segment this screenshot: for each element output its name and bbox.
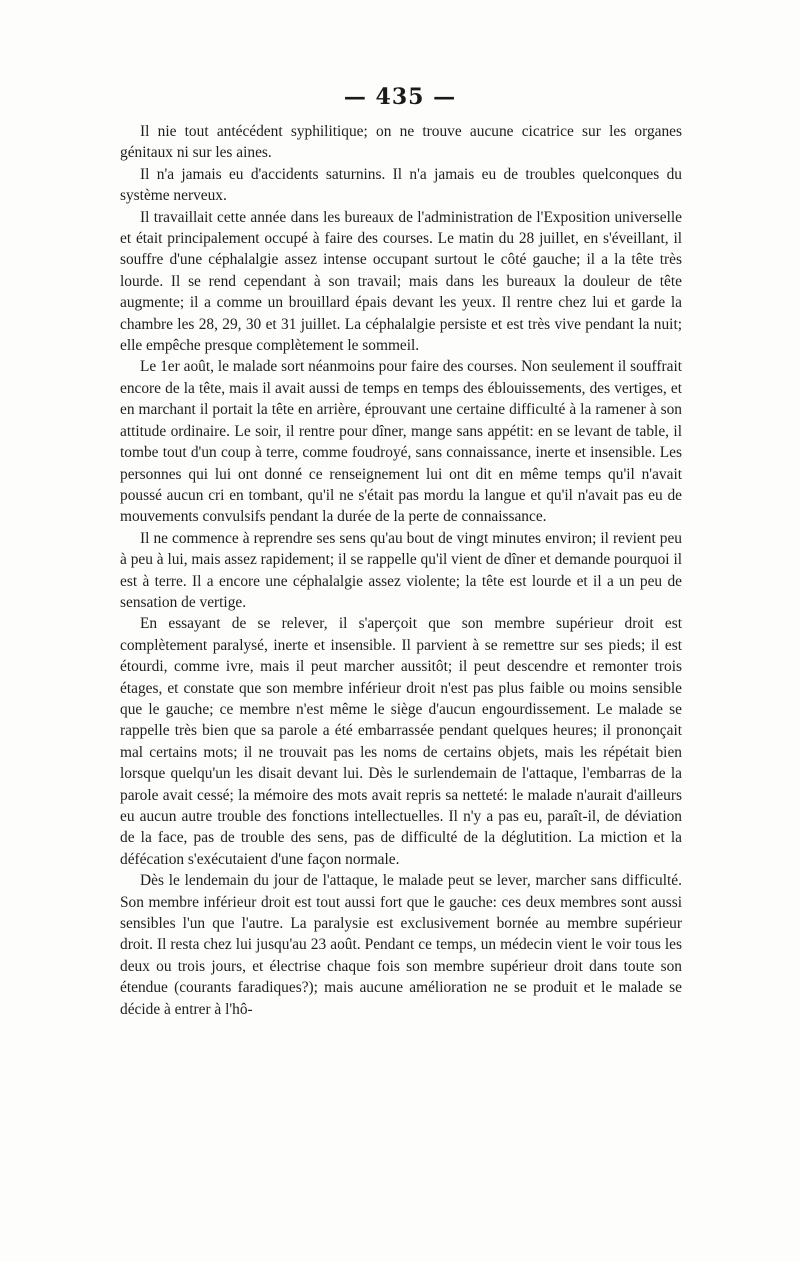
paragraph-antecedents: Il nie tout antécédent syphilitique; on ne trouve aucune cicatrice sur les organes génitaux ni sur les aines. [120, 123, 682, 162]
page-number: — 435 — [343, 84, 457, 110]
body-text [120, 121, 682, 1020]
paragraph-next-day: Dès le lendemain du jour de l'attaque, le malade peut se lever, marcher sans difficulté. Son membre inférieur droit est tout aussi fort que le gauche: ces deux membres sont aussi sensibles l'un que l'autre. La paralysie est exclusivement bornée au membre supérieur droit. Il resta chez lui jusqu'au 23 août. Pendant ce temps, un médecin vient le voir tous les deux ou trois jours, et électrise chaque fois son membre supérieur droit dans toute son étendue (courants faradiques?); mais aucune amélioration ne se produit et le malade se décide à entrer à l'hô- [120, 872, 682, 1018]
paragraph-recovery: Il ne commence à reprendre ses sens qu'au bout de vingt minutes environ; il revient peu à peu à lui, mais assez rapidement; il se rappelle qu'il vient de dîner et demande pourquoi il est à terre. Il a encore une céphalalgie assez violente; la tête est lourde et il a un peu de sensation de vertige. [120, 529, 682, 611]
paragraph-saturnine: Il n'a jamais eu d'accidents saturnins. Il n'a jamais eu de troubles quelconques du système nerveux. [120, 165, 682, 205]
paragraph-august-attack: Le 1er août, le malade sort néanmoins pour faire des courses. Non seulement il souffrait encore de la tête, mais il avait aussi de temps en temps des éblouissements, des vertiges, et en marchant il portait la tête en arrière, éprouvant une certaine difficulté à la ramener à son attitude ordinaire. Le soir, il rentre pour dîner, mange sans appétit: en se levant de table, il tombe tout d'un coup à terre, comme foudroyé, sans connaissance, inerte et insensible. Les personnes qui lui ont donné ce renseignement lui ont dit en même temps qu'il n'avait poussé aucun cri en tombant, qu'il ne s'était pas mordu la langue et qu'il n'avait pas eu de mouvements convulsifs pendant la durée de la perte de connaissance. [120, 358, 682, 526]
paragraph-work-headache: Il travaillait cette année dans les bureaux de l'administration de l'Exposition universelle et était principalement occupé à faire des courses. Le matin du 28 juillet, en s'éveillant, il souffre d'une céphalalgie assez intense occupant surtout le côté gauche; il a la tête très lourde. Il se rend cependant à son travail; mais dans les bureaux la douleur de tête augmente; il a comme un brouillard épais devant les yeux. Il rentre chez lui et garde la chambre les 28, 29, 30 et 31 juillet. La céphalalgie persiste et est très vive pendant la nuit; elle empêche presque complètement le sommeil. [120, 208, 682, 355]
paragraph-paralysis: En essayant de se relever, il s'aperçoit que son membre supérieur droit est complètement paralysé, inerte et insensible. Il parvient à se remettre sur ses pieds; il est étourdi, comme ivre, mais il peut marcher aussitôt; il peut descendre et remonter trois étages, et constate que son membre inférieur droit n'est pas plus faible ou moins sensible que le gauche; ce membre n'est même le siège d'aucun engourdissement. Le malade se rappelle très bien que sa parole a été embarrassée pendant quelques heures; il prononçait mal certains mots; il ne trouvait pas les noms de certains objets, mais les répétait bien lorsque quelqu'un les disait devant lui. Dès le surlendemain de l'attaque, l'embarras de la parole avait cessé; la mémoire des mots avait repris sa netteté: le malade n'aurait d'ailleurs eu aucun autre trouble des fonctions intellectuelles. Il n'y a pas eu, paraît-il, de déviation de la face, pas de trouble des sens, pas de difficulté de la déglutition. La miction et la défécation s'exécutaient d'une façon normale. [120, 615, 682, 868]
